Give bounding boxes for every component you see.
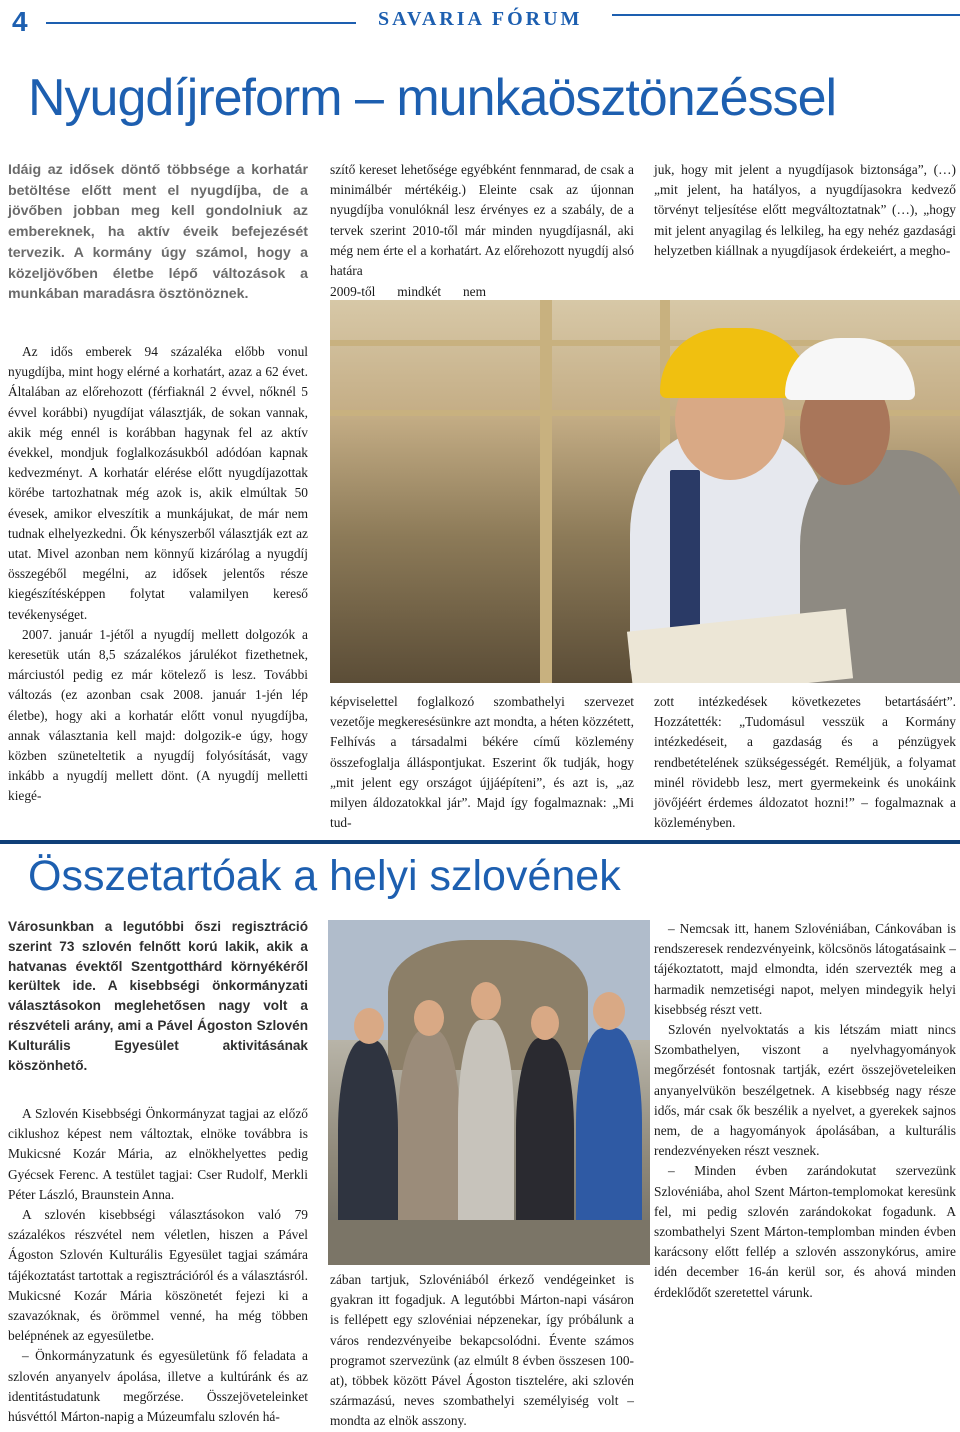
paragraph: 2009-től mindkét nem	[330, 284, 486, 299]
article-column-2-top	[330, 160, 634, 281]
article-column-3-bottom	[654, 692, 956, 833]
article-column-1	[8, 342, 308, 807]
publication-name: SAVARIA FÓRUM	[378, 8, 583, 30]
paragraph: A Szlovén Kisebbségi Önkormányzat tagjai az előző ciklushoz képest nem változtak, elnöke továbbra is Mukicsné Kozár Mária, az elnökhelyettes pedig Gyécsek Ferenc. A testület tagjai: Cser Rudolf, Merkli Péter László, Braunstein Anna.	[8, 1106, 308, 1202]
article-column-1	[8, 1104, 308, 1427]
article-column-2-bottom	[330, 1270, 634, 1432]
paragraph: 2007. január 1-jétől a nyugdíj mellett dolgozók a keresetük után 8,5 százalékos járulékot fizethetnek, márciustól pedig ez már kötelező is lesz. További változás (ez azonban csak 2008. január 1-jén lép életbe), hogy aki a korhatár előtt vonul nyugdíjba, annak választania kell majd: dolgozik-e úgy, hogy közben szüneteltetik a nyugdíj folyósítását, vagy inkább a nyugdíj mellett dönt. (A nyugdíj melletti kiegé-	[8, 626, 308, 804]
page-number: 4	[12, 6, 28, 37]
paragraph: Szlovén nyelvoktatás a kis létszám miatt nincs Szombathelyen, viszont a nyelvhagyományok megőrzését fontosnak tartják, ezért összejöveteleiken anyanyelvükön beszélgetnek. A kisebbség nagy része idős, már csak ők beszélik a nyelvet, a gyerekek sajnos nem, de a hagyományok ápolásában, a kulturális rendezvényeken részt vesznek.	[654, 1022, 956, 1159]
paragraph: képviselettel foglalkozó szombathelyi szervezet vezetője megkeresésünkre azt mondta, a héten közzétett, Felhívás a társadalmi békére című közlemény összefoglalja álláspontjukat. Eszerint ők tudják, hogy „mit jelent egy országot újjáépíteni”, és azt is, „az milyen áldozatokkal jár”. Majd így fogalmaznak: „Mi tud-	[330, 694, 634, 831]
paragraph: szítő kereset lehetősége egyébként fennmarad, de csak a minimálbér mértékéig.) Eleinte csak az újonnan nyugdíjba vonulóknál lesz érvényes ez a szabály, de a tervek szerint 2010-től már minden nyugdíjasnál, aki még nem érte el a korhatárt. Az előrehozott nyugdíj alsó határa	[330, 162, 634, 279]
paragraph: zott intézkedések következetes betartásáért”. Hozzátették: „Tudomásul vesszük a Kormány intézkedéseit, a gazdaság és a pénzügyek rendbetételének szükségességét. Reméljük, a folyamat minél rövidebb lesz, mert gyermekeink és unokáink jövőjéért érdemes áldozatot hozni!” – fogalmaznak a közleményben.	[654, 694, 956, 831]
paragraph: – Minden évben zarándokutat szervezünk Szlovéniába, ahol Szent Márton-templomokat keresünk fel, mi pedig szlovén zarándokokat fogadunk. A szombathelyi Szent Márton-templomban minden évben karácsony előtt fellép a szlovén asszonykórus, amire idén december 16-án kerül sor, és ahová minden érdeklődőt szeretettel várunk.	[654, 1163, 956, 1300]
paragraph: A szlovén kisebbségi választásokon való 79 százalékos részvétel nem véletlen, hiszen a Pável Ágoston Szlovén Kulturális Egyesület tagjai számára tájékoztatást tartottak a regisztrációról és a választásról. Mukicsné Kozár Mária köszönetét fejezi ki a szavazóknak, és örömmel venné, ha még többen belépnének az egyesületbe.	[8, 1207, 308, 1344]
article-lead: Városunkban a legutóbbi őszi regisztráció szerint 73 szlovén felnőtt korú lakik, akik a hatvanas évektől Szentgotthárd környékéről kerültek ide. A kisebbségi önkormányzati választásokon meglehetősen nagy volt a részvételi arány, ami a Pável Ágoston Szlovén Kulturális Egyesület aktivitásának köszönhető.	[8, 919, 308, 1073]
article-headline: Nyugdíjreform – munkaösztönzéssel	[28, 69, 837, 127]
paragraph: – Nemcsak itt, hanem Szlovéniában, Cánkovában is rendszeresek rendezvényeink, kölcsönös látogatásaink – tájékoztatott, majd elmondta, idén szervezték meg a harmadik nemzetiségi napot, melyen mindegyik helyi kisebbség részt vett.	[654, 921, 956, 1017]
header-rule-left	[46, 22, 356, 24]
paragraph: Az idős emberek 94 százaléka előbb vonul nyugdíjba, mint hogy elérné a korhatárt, azaz a 62 évet. Általában az előrehozott (férfiaknál 2 évvel, nőknél 5 évvel korábbi) nyugdíjat választják, de sokan vannak, akik még ennél is korábban hagynak fel az aktív évekkel, mondjuk foglalkozásukból adódóan kapnak kedvezményt. A korhatár elérése előtt nyugdíjazottak körébe tartozhatnak még azok is, akik elmúltak 50 évesek, amikor elveszítik a munkájukat, de már nem tudnak elhelyezkedni. Ők kényszerből választják ezt az utat. Mivel azonban nem könnyű kizárólag a nyugdíj összegéből megélni, az idősek jelentős része kiegészítésképpen folytat valamilyen kereső tevékenységet.	[8, 344, 308, 622]
article-column-2-bottom	[330, 692, 634, 833]
article-lead: Idáig az idősek döntő többsége a korhatár betöltése előtt ment el nyugdíjba, de a jövőben jobban meg kell gondolniuk az embereknek, ha aktív éveik befejezését tervezik. A kormány úgy számol, hogy a közeljövőben életbe lépő változások a munkában maradásra ösztönöznek.	[8, 162, 308, 303]
paragraph: – Önkormányzatunk és egyesületünk fő feladata a szlovén anyanyelv ápolása, illetve a kultúránk és az identitástudatunk megőrzése. Összejöveteleinket húsvéttól Márton-napig a Múzeumfalu szlovén há-	[8, 1348, 308, 1425]
paragraph: juk, hogy mit jelent a nyugdíjasok biztonsága”, (…) „mit jelent, ha hatályos, a nyugdíjasokra kedvező törvényt teljesítése előtt megváltoztatnak” (…), „hogy mit jelent anyagilag és lelkileg, ha egy nehéz gazdasági helyzetben kiállnak a nyugdíjasok érdekeiért, a megho-	[654, 162, 956, 258]
paragraph: zában tartjuk, Szlovéniából érkező vendégeinket is gyakran itt fogadjuk. A legutóbbi Márton-napi vásáron is fellépett egy szlovéniai népzenekar, így próbálunk a város rendezvényeibe bekapcsolódni. Évente számos programot szervezünk (az elmúlt 8 évben összesen 100-at), többek között Pável Ágoston tisztelére, aki szlovén származású, neves szombathelyi személyiség volt – mondta az elnök asszony.	[330, 1272, 634, 1429]
section-divider	[0, 840, 960, 844]
article-column-3	[654, 919, 956, 1303]
header-rule-right	[612, 14, 960, 16]
workers-photo	[330, 300, 960, 683]
article-headline: Összetartóak a helyi szlovének	[28, 852, 621, 900]
article-column-3-top	[654, 160, 956, 261]
group-photo	[328, 920, 650, 1265]
